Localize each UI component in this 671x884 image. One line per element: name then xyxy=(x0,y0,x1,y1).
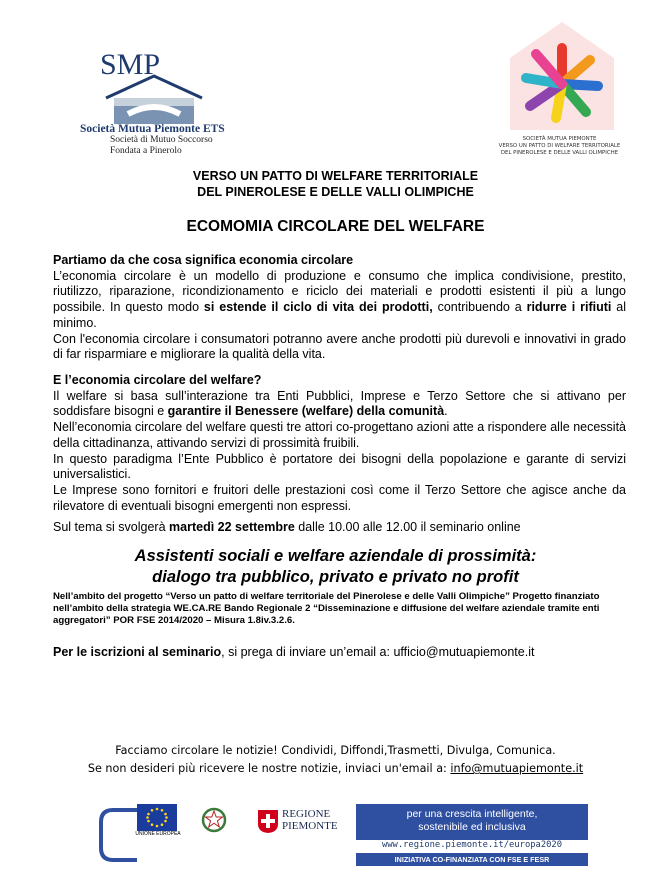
seminar-intro xyxy=(53,520,626,536)
section-heading: Partiamo da che cosa significa economia circolare xyxy=(53,253,354,267)
seminar-title xyxy=(0,546,671,588)
project-title-line1: VERSO UN PATTO DI WELFARE TERRITORIALE xyxy=(192,169,479,183)
paragraph: In questo paradigma l’Ente Pubblico è portatore dei bisogni della popolazione e garante di servizi universalistici. xyxy=(53,451,626,482)
slogan-line2: sostenibile ed inclusiva xyxy=(418,821,526,833)
seminar-title-line1: Assistenti sociali e welfare aziendale di prossimità: xyxy=(134,547,537,565)
smp-name xyxy=(80,124,260,157)
signup-text: , si prega di inviare un’email a: ufficio@mutuapiemonte.it xyxy=(221,645,535,659)
text: dalle 10.00 alle 12.00 il seminario online xyxy=(294,520,521,534)
eu-caption: UNIONE EUROPEA xyxy=(135,831,181,837)
regione-line1: REGIONE xyxy=(282,808,331,820)
paragraph xyxy=(53,389,626,420)
cofinanziata-strip: INIZIATIVA CO-FINANZIATA CON FSE E FESR xyxy=(356,853,588,866)
paragraph xyxy=(53,269,626,332)
eu-flag-icon xyxy=(137,804,177,831)
text: al minimo. xyxy=(53,300,627,330)
project-title xyxy=(0,168,671,200)
welfare-hands-logo xyxy=(506,18,618,130)
regione-line2: PIEMONTE xyxy=(282,820,338,832)
text: . xyxy=(444,404,448,419)
italian-emblem-icon xyxy=(201,806,227,834)
footer-line1: Facciamo circolare le notizie! Condividi, Diffondi,Trasmetti, Divulga, Comunica. xyxy=(115,744,556,757)
caption-line: VERSO UN PATTO DI WELFARE TERRITORIALE xyxy=(498,143,621,149)
text: Il welfare si basa sull’interazione tra Enti Pubblici, Imprese e Terzo Settore che si attivano per soddisfare bisogni e xyxy=(53,388,626,419)
paragraph: Le Imprese sono fornitori e fruitori delle prestazioni così come il Terzo Settore che agisce anche da rilevatore di eventuali bisogni emergenti non espressi. xyxy=(53,482,626,513)
project-note: Nell’ambito del progetto “Verso un patto di welfare territoriale del Pinerolese e delle Valli Olimpiche” Progetto finanziato nell’ambito della strategia WE.CA.RE Bando Regionale 2 “Disseminazione e diffusione del welfare aziendale tramite enti aggregatori” POR FSE 2014/2020 – Misura 1.8iv.3.2.6. xyxy=(53,591,600,626)
signup-line xyxy=(53,645,626,661)
signup-label: Per le iscrizioni al seminario xyxy=(53,645,222,659)
page-title: ECOMOMIA CIRCOLARE DEL WELFARE xyxy=(186,218,485,235)
smp-name-line: Società Mutua Piemonte ETS xyxy=(80,123,225,135)
bold-text: si estende il ciclo di vita dei prodotti, xyxy=(203,300,433,315)
footer-message xyxy=(0,742,671,778)
text: Se non desideri più ricevere le nostre notizie, inviaci un'email a: xyxy=(87,762,451,775)
bold-text: ridurre i rifiuti xyxy=(526,300,612,315)
seminar-date: martedì 22 settembre xyxy=(169,520,295,534)
slogan-line1: per una crescita intelligente, xyxy=(406,808,538,820)
footer-line2 xyxy=(0,760,671,778)
smp-logo-lettering: SMP xyxy=(100,48,161,81)
smp-sub-line: Società di Mutuo Soccorso xyxy=(110,135,213,145)
paragraph: Con l'economia circolare i consumatori potranno avere anche prodotti più durevoli e innovativi in grado di far risparmiare e migliorare la qualità della vita. xyxy=(53,331,626,362)
smp-logo xyxy=(98,40,210,130)
seminar-title-line2: dialogo tra pubblico, privato e privato no profit xyxy=(152,568,519,586)
welfare-logo-caption xyxy=(497,136,622,157)
project-title-line2: DEL PINEROLESE E DELLE VALLI OLIMPICHE xyxy=(197,185,474,199)
bold-text: garantire il Benessere (welfare) della comunità xyxy=(167,404,445,419)
text: Sul tema si svolgerà xyxy=(53,520,170,534)
section-circular-economy xyxy=(53,253,626,363)
caption-line: DEL PINEROLESE E DELLE VALLI OLIMPICHE xyxy=(500,150,619,156)
unsubscribe-email-link[interactable]: info@mutuapiemonte.it xyxy=(450,762,584,775)
text: L’economia circolare è un modello di produzione e consumo che implica condivisione, prestito, riutilizzo, riparazione, ricondizionamento e riciclo dei materiali e prodotti esistenti il più a lungo possibile. In questo modo xyxy=(53,268,626,315)
europa2020-slogan xyxy=(356,804,588,840)
smp-founded-line: Fondata a Pinerolo xyxy=(110,146,182,156)
regione-piemonte-text xyxy=(282,808,338,832)
text: contribuendo a xyxy=(432,300,527,315)
caption-line: SOCIETÀ MUTUA PIEMONTE xyxy=(522,136,597,142)
regione-url: www.regione.piemonte.it/europa2020 xyxy=(381,840,563,850)
section-heading: E l’economia circolare del welfare? xyxy=(53,373,262,387)
section-welfare-economy xyxy=(53,373,626,514)
paragraph: Nell’economia circolare del welfare questi tre attori co-progettano azioni atte a rispondere alle necessità della cittadinanza, attivando servizi di prossimità fruibili. xyxy=(53,420,626,450)
